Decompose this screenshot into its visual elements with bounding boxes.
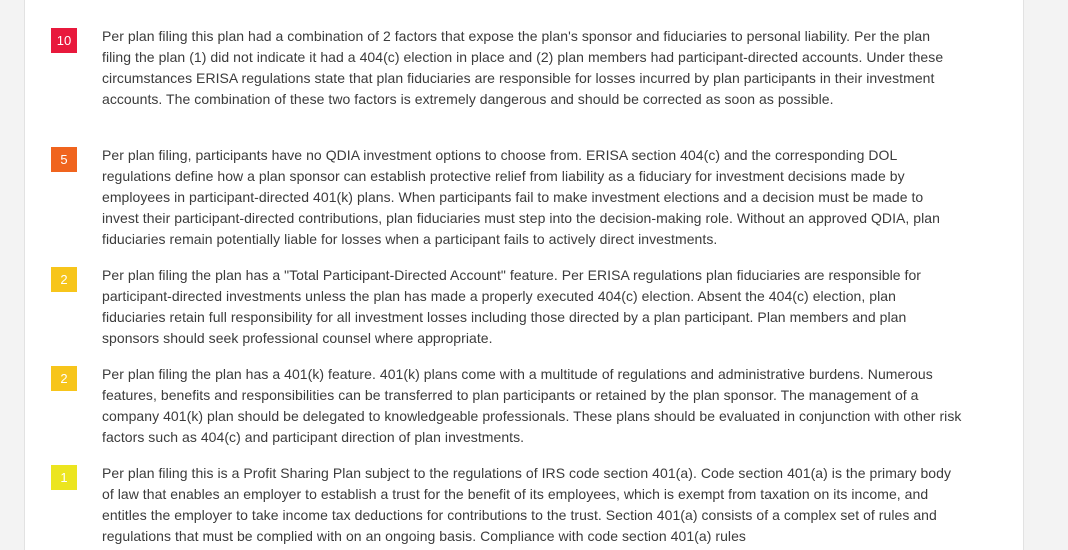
risk-score-badge: 2 [51, 267, 77, 292]
finding-text: Per plan filing this is a Profit Sharing Plan subject to the regulations of IRS code section 401(a). Code section 401(a) is the primary body of law that enables an employer to establish a trust for the benefit of its employees, which is exempt from taxation on its income, and entitles the employer to take income tax deductions for contributions to the trust. Section 401(a) consists of a complex set of rules and regulations that must be complied with on an ongoing basis. Compliance with code section 401(a) rules [102, 465, 952, 544]
findings-panel [24, 0, 1024, 550]
finding-text: Per plan filing this plan had a combination of 2 factors that expose the plan's sponsor and fiduciaries to personal liability. Per the plan filing the plan (1) did not indicate it had a 404(c) election in place and (2) plan members had participant-directed accounts. Under these circumstances ERISA regulations state that plan fiduciaries are responsible for losses incurred by plan participants in their investment accounts. The combination of these two factors is extremely dangerous and should be corrected as soon as possible. [102, 28, 944, 107]
risk-score-badge: 2 [51, 366, 77, 391]
finding-text: Per plan filing the plan has a "Total Participant-Directed Account" feature. Per ERISA regulations plan fiduciaries are responsible for participant-directed investments unless the plan has made a properly executed 404(c) election. Absent the 404(c) election, plan fiduciaries retain full responsibility for all investment losses including those directed by a plan participant. Plan members and plan sponsors should seek professional counsel where appropriate. [102, 267, 922, 346]
risk-score-badge: 10 [51, 28, 77, 53]
finding-text: Per plan filing, participants have no QDIA investment options to choose from. ERISA section 404(c) and the corresponding DOL regulations define how a plan sponsor can establish protective relief from liability as a fiduciary for investment decisions made by employees in participant-directed 401(k) plans. When participants fail to make investment elections and a decision must be made to invest their participant-directed contributions, plan fiduciaries must step into the decision-making role. Without an approved QDIA, plan fiduciaries remain potentially liable for losses when a participant fails to actively direct investments. [102, 147, 940, 247]
risk-score-badge: 1 [51, 465, 77, 490]
finding-text: Per plan filing the plan has a 401(k) feature. 401(k) plans come with a multitude of regulations and administrative burdens. Numerous features, benefits and responsibilities can be transferred to plan participants or retained by the plan sponsor. The management of a company 401(k) plan should be delegated to knowledgeable professionals. These plans should be evaluated in conjunction with other risk factors such as 404(c) and participant direction of plan investments. [102, 366, 962, 445]
risk-score-badge: 5 [51, 147, 77, 172]
